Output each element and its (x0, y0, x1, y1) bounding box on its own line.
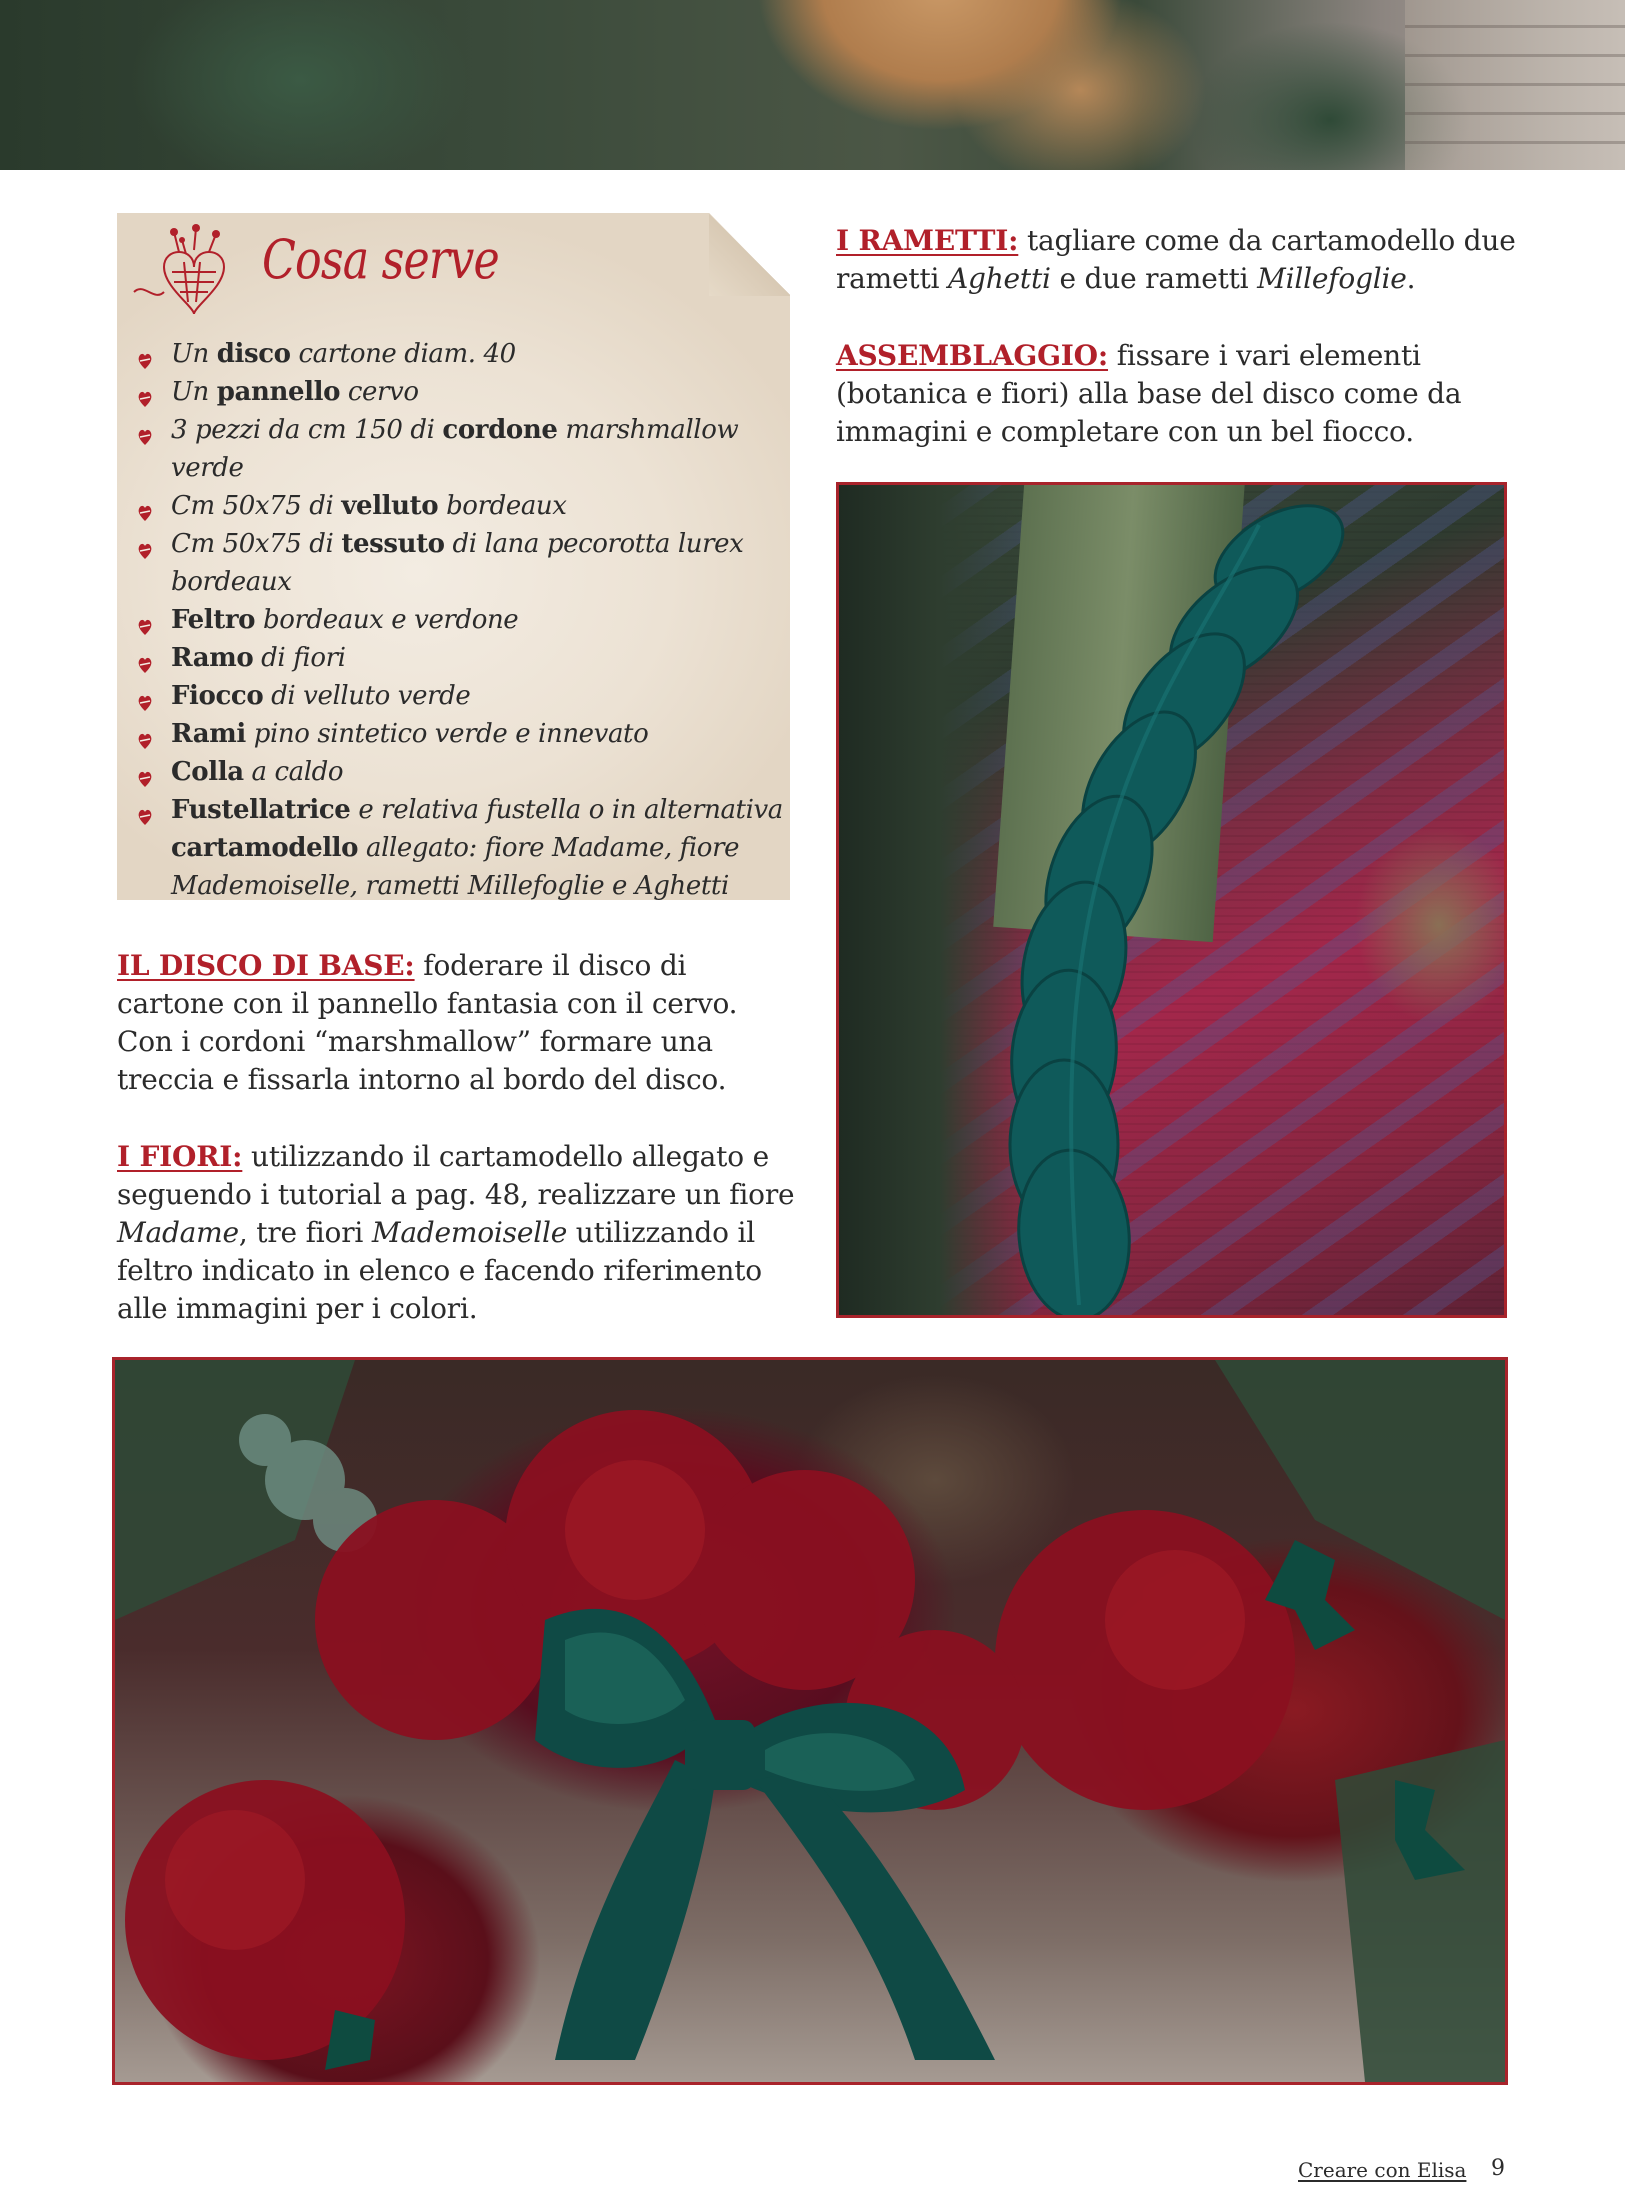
flowers-photo (112, 1357, 1508, 2085)
supply-item-italic: 3 pezzi da cm 150 di (171, 415, 443, 445)
supply-item (135, 525, 785, 601)
supply-item-bold: cordone (442, 415, 558, 445)
braid-photo (836, 482, 1507, 1318)
supply-item (135, 487, 785, 525)
heart-bullet-icon (137, 686, 153, 706)
section-heading: ASSEMBLAGGIO: (836, 339, 1109, 372)
section-heading: I RAMETTI: (836, 224, 1019, 257)
section-text: utilizzando il cartamodello allegato e seguendo i tutorial a pag. 48, realizzare un fiore (117, 1140, 795, 1211)
section-heading: IL DISCO DI BASE: (117, 949, 415, 982)
supply-item-italic: bordeaux (438, 491, 567, 521)
supply-item-italic: marshmallow verde (171, 415, 739, 483)
supply-item-italic: di fiori (253, 643, 346, 673)
supply-item-italic: pino sintetico verde e innevato (245, 719, 649, 749)
supply-item-bold: Rami (171, 719, 246, 749)
heart-bullet-icon (137, 344, 153, 364)
section-text-italic: Millefoglie (1257, 262, 1407, 295)
supply-item-text (171, 411, 785, 487)
top-photo (0, 0, 1625, 170)
supplies-list (135, 335, 785, 905)
section-heading: I FIORI: (117, 1140, 243, 1173)
supply-item-italic: bordeaux e verdone (255, 605, 519, 635)
pin-cushion-heart-icon (124, 222, 264, 322)
heart-bullet-icon (137, 420, 153, 440)
supply-item-text (171, 525, 785, 601)
supply-item (135, 715, 785, 753)
supply-item-italic: di lana pecorotta lurex bordeaux (171, 529, 744, 597)
section-text: , tre fiori (238, 1216, 372, 1249)
supply-item (135, 373, 785, 411)
supply-item (135, 335, 785, 373)
supply-item-bold: tessuto (341, 529, 445, 559)
heart-bullet-icon (137, 724, 153, 744)
section-fiori (117, 1138, 797, 1328)
heart-bullet-icon (137, 762, 153, 782)
heart-bullet-icon (137, 610, 153, 630)
supply-item (135, 753, 785, 791)
section-assemblaggio (836, 337, 1516, 451)
supply-item-italic: e relativa fustella o in alternativa (350, 795, 783, 825)
supplies-title: Cosa serve (262, 228, 499, 291)
teal-braid (839, 485, 1504, 1315)
page-number: 9 (1491, 2156, 1505, 2181)
supply-item (135, 639, 785, 677)
section-text: foderare il disco di cartone con il pannello fantasia con il cervo. Con i cordoni “marshmallow” formare una treccia e fissarla intorno al bordo del disco. (117, 949, 738, 1096)
supply-item-text (171, 601, 785, 639)
brick-wall-detail (1405, 0, 1625, 170)
supply-item (135, 601, 785, 639)
flowers-and-bow (115, 1360, 1505, 2082)
supply-item-italic: a caldo (243, 757, 344, 787)
heart-bullet-icon (137, 534, 153, 554)
heart-bullet-icon (137, 648, 153, 668)
supply-item (135, 791, 785, 905)
supply-item-italic: Cm 50x75 di (171, 529, 342, 559)
supply-item-italic: Un (171, 339, 217, 369)
supply-item-bold: Fiocco (171, 681, 264, 711)
supply-item-text (171, 373, 785, 411)
supply-item-text (171, 639, 785, 677)
supply-item-bold: disco (216, 339, 291, 369)
section-text: utilizzando il feltro indicato in elenco e facendo riferimento alle immagini per i colori. (117, 1216, 762, 1325)
supply-item-bold: Colla (171, 757, 244, 787)
section-disco-di-base (117, 947, 797, 1099)
supply-item (135, 677, 785, 715)
section-rametti (836, 222, 1516, 298)
heart-bullet-icon (137, 496, 153, 516)
supply-item-bold: velluto (341, 491, 439, 521)
section-text: e due rametti (1050, 262, 1258, 295)
supply-item-bold: pannello (216, 377, 341, 407)
supply-item-italic: di velluto verde (263, 681, 471, 711)
section-text-italic: Mademoiselle (371, 1216, 568, 1249)
supply-item (135, 411, 785, 487)
supply-item-italic: allegato: fiore Madame, fiore Mademoiselle, rametti Millefoglie e Aghetti (171, 833, 740, 901)
supply-item-bold: Ramo (171, 643, 254, 673)
supply-item-bold: cartamodello (171, 833, 359, 863)
supply-item-text (171, 335, 785, 373)
section-text: tagliare come da cartamodello due rametti (836, 224, 1516, 295)
paper-folded-corner (709, 213, 790, 296)
supply-item-italic: Cm 50x75 di (171, 491, 342, 521)
supply-item-italic: cartone diam. 40 (290, 339, 516, 369)
section-text-italic: Aghetti (947, 262, 1051, 295)
supply-item-text (171, 753, 785, 791)
heart-bullet-icon (137, 800, 153, 820)
section-text-italic: Madame (117, 1216, 239, 1249)
supply-item-italic: cervo (340, 377, 419, 407)
supply-item-text (171, 715, 785, 753)
section-text: . (1406, 262, 1416, 295)
supply-item-bold: Fustellatrice (171, 795, 351, 825)
heart-bullet-icon (137, 382, 153, 402)
supply-item-text (171, 677, 785, 715)
supply-item-text (171, 487, 785, 525)
section-text: fissare i vari elementi (botanica e fiori) alla base del disco come da immagini e completare con un bel fiocco. (836, 339, 1462, 448)
supply-item-text (171, 791, 785, 905)
footer-brand: Creare con Elisa (1298, 2158, 1467, 2182)
supply-item-italic: Un (171, 377, 217, 407)
supply-item-bold: Feltro (171, 605, 256, 635)
